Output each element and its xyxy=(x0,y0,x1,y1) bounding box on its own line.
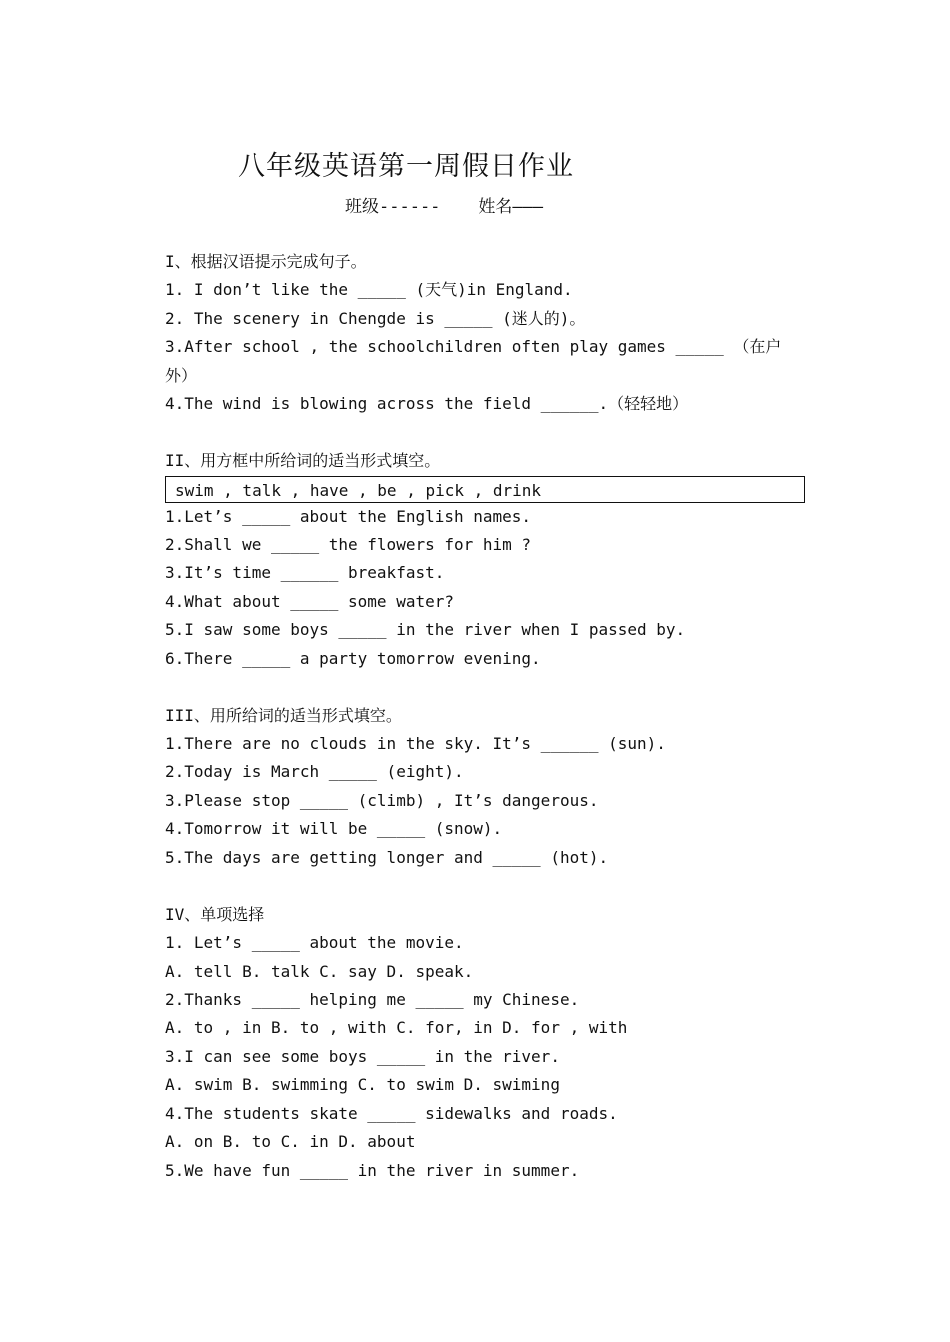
question-item: 1.Let’s _____ about the English names. xyxy=(165,506,532,526)
section-heading: II、用方框中所给词的适当形式填空。 xyxy=(165,451,441,471)
answer-options: A. swim B. swimming C. to swim D. swiming xyxy=(165,1075,560,1095)
name-label: 姓名——— xyxy=(478,197,544,217)
answer-options: A. tell B. talk C. say D. speak. xyxy=(165,961,474,981)
question-item: 2.Thanks _____ helping me _____ my Chinese. xyxy=(165,989,580,1009)
question-item: 5.We have fun _____ in the river in summer. xyxy=(165,1160,580,1180)
answer-options: A. on B. to C. in D. about xyxy=(165,1132,416,1152)
question-item: 3.After school , the schoolchildren often play games _____ （在户外） xyxy=(165,337,782,385)
question-item: 1. Let’s _____ about the movie. xyxy=(165,933,464,953)
word-box: swim , talk , have , be , pick , drink xyxy=(165,476,805,503)
class-label: 班级------ xyxy=(345,197,441,217)
question-item: 5.The days are getting longer and _____ (hot). xyxy=(165,847,609,867)
question-item: 1.There are no clouds in the sky. It’s ______ (sun). xyxy=(165,734,666,754)
worksheet-body xyxy=(165,248,787,1185)
question-item: 4.What about _____ some water? xyxy=(165,591,454,611)
question-item: 3.I can see some boys _____ in the river. xyxy=(165,1046,560,1066)
question-item: 4.Tomorrow it will be _____ (snow). xyxy=(165,819,503,839)
question-item: 2.Today is March _____ (eight). xyxy=(165,762,464,782)
worksheet-title: 八年级英语第一周假日作业 xyxy=(238,151,574,182)
section-heading: III、用所给词的适当形式填空。 xyxy=(165,705,402,725)
student-info-line xyxy=(345,192,543,217)
question-item: 1. I don’t like the _____ (天气)in England. xyxy=(165,280,573,300)
question-item: 4.The wind is blowing across the field ______.（轻轻地） xyxy=(165,394,689,414)
section-heading: IV、单项选择 xyxy=(165,904,265,924)
question-item: 3.It’s time ______ breakfast. xyxy=(165,563,445,583)
answer-options: A. to , in B. to , with C. for, in D. for , with xyxy=(165,1018,628,1038)
question-item: 2. The scenery in Chengde is _____ (迷人的)。 xyxy=(165,308,586,328)
question-item: 5.I saw some boys _____ in the river when I passed by. xyxy=(165,620,686,640)
question-item: 6.There _____ a party tomorrow evening. xyxy=(165,648,541,668)
section-heading: I、根据汉语提示完成句子。 xyxy=(165,252,367,271)
question-item: 4.The students skate _____ sidewalks and roads. xyxy=(165,1103,618,1123)
question-item: 2.Shall we _____ the flowers for him ? xyxy=(165,534,532,554)
question-item: 3.Please stop _____ (climb) , It’s dangerous. xyxy=(165,790,599,810)
